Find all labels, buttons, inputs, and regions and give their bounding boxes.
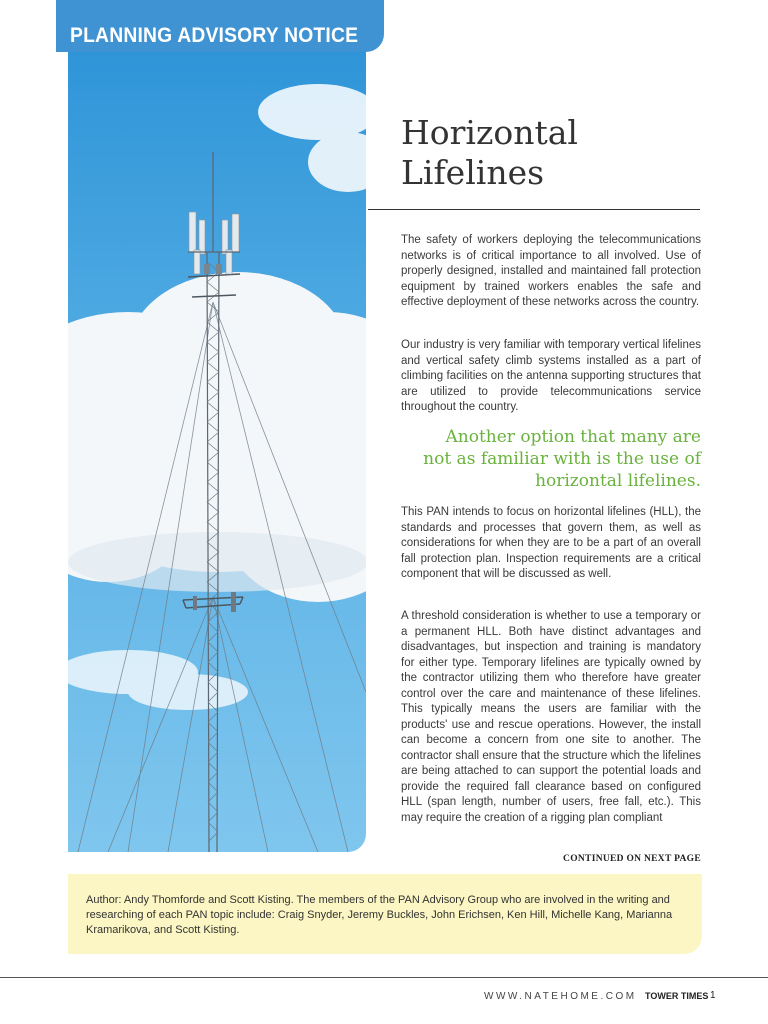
pull-quote: Another option that many are not as familiar with is the use of horizontal lifelines. [423,427,701,491]
paragraph-2: Our industry is very familiar with temporary vertical lifelines and vertical safety climb systems installed as a part of climbing facilities on the antenna supporting structures that are utilized to provide telecommunications service throughout the country. [401,339,701,413]
paragraph-1: The safety of workers deploying the telecommunications networks is of critical importance to all involved. Use of properly designed, installed and maintained fall protection equipment by trained workers enables the safe and effective deployment of these networks across the country. [401,234,701,308]
paragraph-4: A threshold consideration is whether to use a temporary or a permanent HLL. Both have distinct advantages and disadvantages, but inspection and training is mandatory for either type. Temporary lifelines are typically owned by the contractor utilizing them who therefore have greater control over the care and maintenance of these lifelines. This typically means the users are familiar with the products' use and rescue operations. However, the install can become a concern from one site to another. The contractor shall ensure that the structure which the lifelines are being attached to can support the potential loads and provide the required fall clearance based on configured HLL (span length, number of users, free fall, etc.). This may require the creation of a rigging plan compliant [401,610,701,824]
cell-tower-photo [68,52,366,852]
title-line-1: Horizontal [401,113,578,152]
paragraph-3: This PAN intends to focus on horizontal lifelines (HLL), the standards and processes that govern them, as well as considerations for when they are to be a part of an overall fall protection plan. Inspection requirements are a critical component that will be discussed as well. [401,506,701,580]
banner-title: PLANNING ADVISORY NOTICE [70,24,359,47]
title-divider [368,209,700,210]
footer-url-link[interactable]: WWW.NATEHOME.COM [484,991,637,1002]
footer-divider [0,977,768,978]
page-number: 1 [710,990,716,1001]
footer-magazine-name: TOWER TIMES [645,991,709,1001]
title-line-2: Lifelines [401,153,545,192]
author-credits: Author: Andy Thomforde and Scott Kisting. The members of the PAN Advisory Group who are involved in the writing and researching of each PAN topic include: Craig Snyder, Jeremy Buckles, John Erichsen, Ken Hill, Michelle Kang, Marianna Kramarikova, and Scott Kisting. [86,894,673,936]
continued-link[interactable]: CONTINUED ON NEXT PAGE [563,854,701,864]
article-title [401,113,731,193]
